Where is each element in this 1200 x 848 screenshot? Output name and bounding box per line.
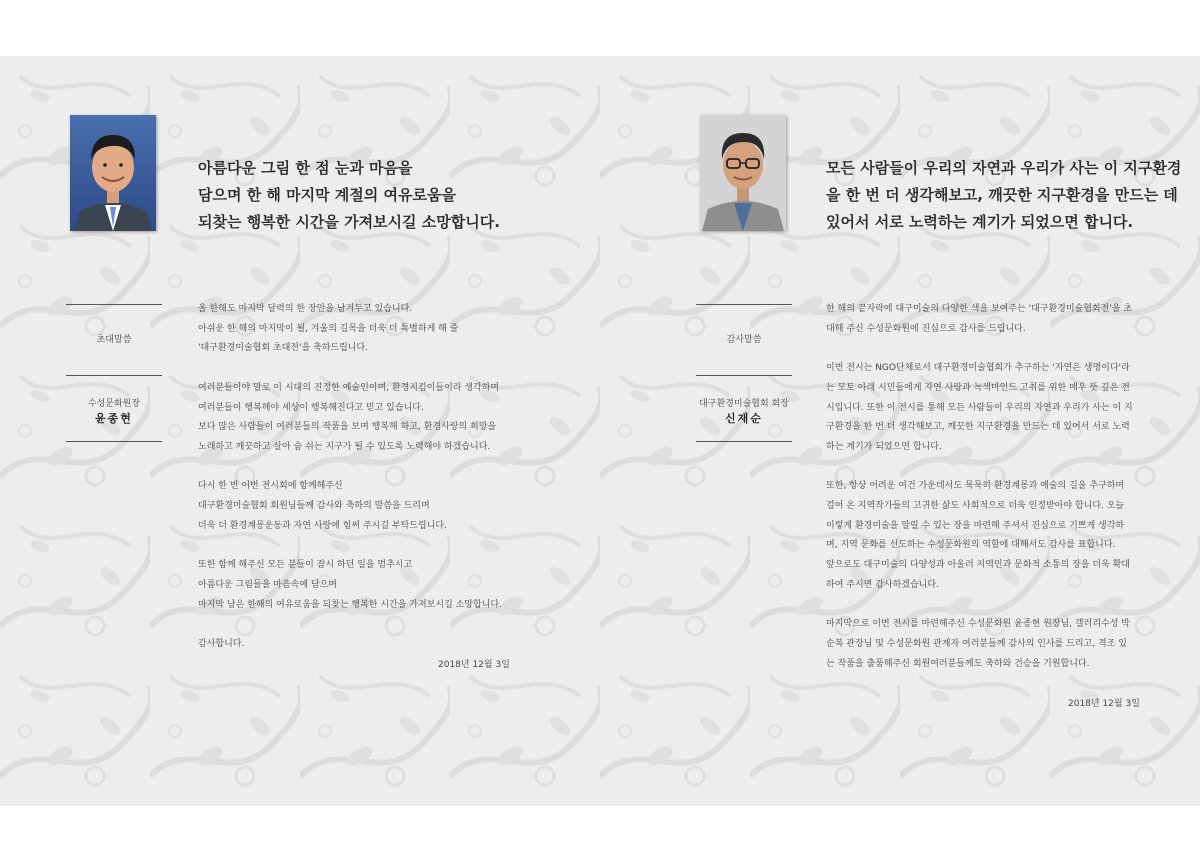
author-sidebar bbox=[696, 304, 792, 442]
text-line: 마지막으로 이번 전시를 마련해주신 수성문화원 윤종현 원장님, 갤러리수성 박 bbox=[826, 619, 1130, 630]
paragraph bbox=[198, 300, 516, 359]
author-name: 윤종현 bbox=[95, 412, 133, 425]
headline bbox=[198, 155, 578, 236]
text-line: 는 작품을 출품해주신 회원여러분들께도 축하와 건승을 기원합니다. bbox=[826, 658, 1090, 669]
text-line: 이번 전시는 NGO단체로서 대구환경미술협회가 추구하는 '자연은 생명이다'라 bbox=[826, 363, 1130, 374]
message-body bbox=[826, 300, 1142, 694]
text-line: 마지막 남은 한해의 여유로움을 되찾는 행복한 시간을 가져보시길 소망합니다. bbox=[198, 599, 502, 610]
text-line: 며, 지역 문화를 선도하는 수성문화원의 역할에 대해서도 감사를 표합니다. bbox=[826, 540, 1116, 551]
date: 2018년 12월 3일 bbox=[1068, 699, 1140, 709]
divider bbox=[66, 441, 162, 442]
text-line: 대구환경미술협회 회원님들께 감사와 축하의 말씀을 드리며 bbox=[198, 501, 430, 511]
text-line: 순복 관장님 및 수성문화원 관계자 여러분들께 감사의 인사를 드리고, 격조 있 bbox=[826, 638, 1127, 649]
section-label: 초대말씀 bbox=[96, 335, 132, 345]
section-label: 감사말씀 bbox=[726, 335, 762, 345]
author-sidebar bbox=[66, 304, 162, 442]
paragraph bbox=[198, 379, 516, 458]
text-line: 걸어 온 지역작가들의 고귀한 삶도 사회적으로 더욱 인정받아야 합니다. 오늘 bbox=[826, 501, 1125, 511]
author-name: 신재순 bbox=[725, 412, 763, 425]
divider bbox=[696, 375, 792, 376]
headline-line: 을 한 번 더 생각해보고, 깨끗한 지구환경을 만드는 데 bbox=[826, 186, 1178, 204]
text-line: 는 모토 아래 시민들에게 자연 사랑과 녹색마인드 고취를 위한 매우 뜻 깊은 전 bbox=[826, 382, 1130, 393]
paragraph bbox=[826, 477, 1142, 595]
text-line: 시입니다. 또한 이 전시를 통해 모든 사람들이 우리의 자연과 우리가 사는 이 지 bbox=[826, 402, 1133, 413]
text-line: 아름다운 그림들을 마음속에 담으며 bbox=[198, 579, 337, 590]
right-page bbox=[600, 56, 1200, 806]
author-photo bbox=[70, 115, 156, 231]
headline-line: 되찾는 행복한 시간을 가져보시길 소망합니다. bbox=[198, 213, 500, 231]
divider bbox=[696, 441, 792, 442]
author-photo bbox=[700, 115, 786, 231]
text-line: 한 해의 끝자락에 대구미술의 다양한 색을 보여주는 '대구환경미술협회전'을 초 bbox=[826, 304, 1133, 314]
text-line: 더욱 더 환경계몽운동과 자연 사랑에 힘써 주시길 부탁드립니다. bbox=[198, 520, 447, 531]
text-line: 아쉬운 한 해의 마지막이 될, 겨울의 길목을 더욱 더 특별하게 해 줄 bbox=[198, 323, 459, 334]
paragraph bbox=[826, 359, 1142, 458]
text-line: 하는 계기가 되었으면 합니다. bbox=[826, 441, 942, 452]
message-body bbox=[198, 300, 516, 674]
text-line: 보다 많은 사람들이 여러분들의 작품을 보며 행복해 하고, 환경사랑의 희망을 bbox=[198, 422, 497, 433]
text-line: 또한, 항상 어려운 여건 가운데서도 묵묵히 환경계몽과 예술의 길을 추구하며 bbox=[826, 481, 1125, 492]
headline-line: 아름다운 그림 한 점 눈과 마음을 bbox=[198, 159, 413, 177]
brochure-spread bbox=[0, 56, 1200, 806]
text-line: 감사합니다. bbox=[198, 638, 245, 649]
text-line: 대해 주신 수성문화원에 진심으로 감사를 드립니다. bbox=[826, 323, 1026, 334]
text-line: '대구환경미술협회 초대전'을 축하드립니다. bbox=[198, 343, 369, 354]
text-line: 이렇게 환경미술을 알릴 수 있는 장을 마련해 주셔서 진심으로 기쁘게 생각하 bbox=[826, 520, 1125, 531]
paragraph bbox=[198, 477, 516, 536]
text-line: 구환경을 한 번 더 생각해보고, 깨끗한 지구환경을 만드는 데 있어서 서로 노력 bbox=[826, 422, 1130, 433]
text-line: 여러분들이야 말로 이 시대의 진정한 예술인이며, 환경지킴이들이라 생각하며 bbox=[198, 382, 500, 393]
divider bbox=[66, 375, 162, 376]
headline-line: 있어서 서로 노력하는 계기가 되었으면 합니다. bbox=[826, 213, 1134, 231]
text-line: 다시 한 번 이번 전시회에 함께해주신 bbox=[198, 481, 343, 492]
text-line: 하여 주시면 감사하겠습니다. bbox=[826, 579, 939, 590]
paragraph bbox=[826, 300, 1142, 339]
headline-line: 담으며 한 해 마지막 계절의 여유로움을 bbox=[198, 186, 456, 204]
left-page bbox=[0, 56, 600, 806]
headline-line: 모든 사람들이 우리의 자연과 우리가 사는 이 지구환경 bbox=[826, 159, 1182, 177]
paragraph bbox=[198, 556, 516, 615]
author-title: 대구환경미술협회 회장 bbox=[699, 399, 789, 409]
date: 2018년 12월 3일 bbox=[438, 660, 510, 670]
text-line: 또한 함께 해주신 모든 분들이 잠시 하던 일을 멈추시고 bbox=[198, 560, 413, 571]
text-line: 노래하고 깨끗하고 살아 숨 쉬는 지구가 될 수 있도록 노력해야 하겠습니다. bbox=[198, 441, 491, 452]
author-title: 수성문화원장 bbox=[87, 399, 141, 409]
paragraph bbox=[198, 635, 516, 655]
text-line: 여러분들이 행복해야 세상이 행복해진다고 믿고 있습니다. bbox=[198, 402, 424, 413]
text-line: 앞으로도 대구미술의 다양성과 아울러 지역민과 문화적 소통의 장을 더욱 확대 bbox=[826, 560, 1130, 571]
headline bbox=[826, 155, 1186, 236]
text-line: 올 한해도 마지막 달력의 한 장만을 남겨두고 있습니다. bbox=[198, 304, 413, 314]
paragraph bbox=[826, 615, 1142, 674]
